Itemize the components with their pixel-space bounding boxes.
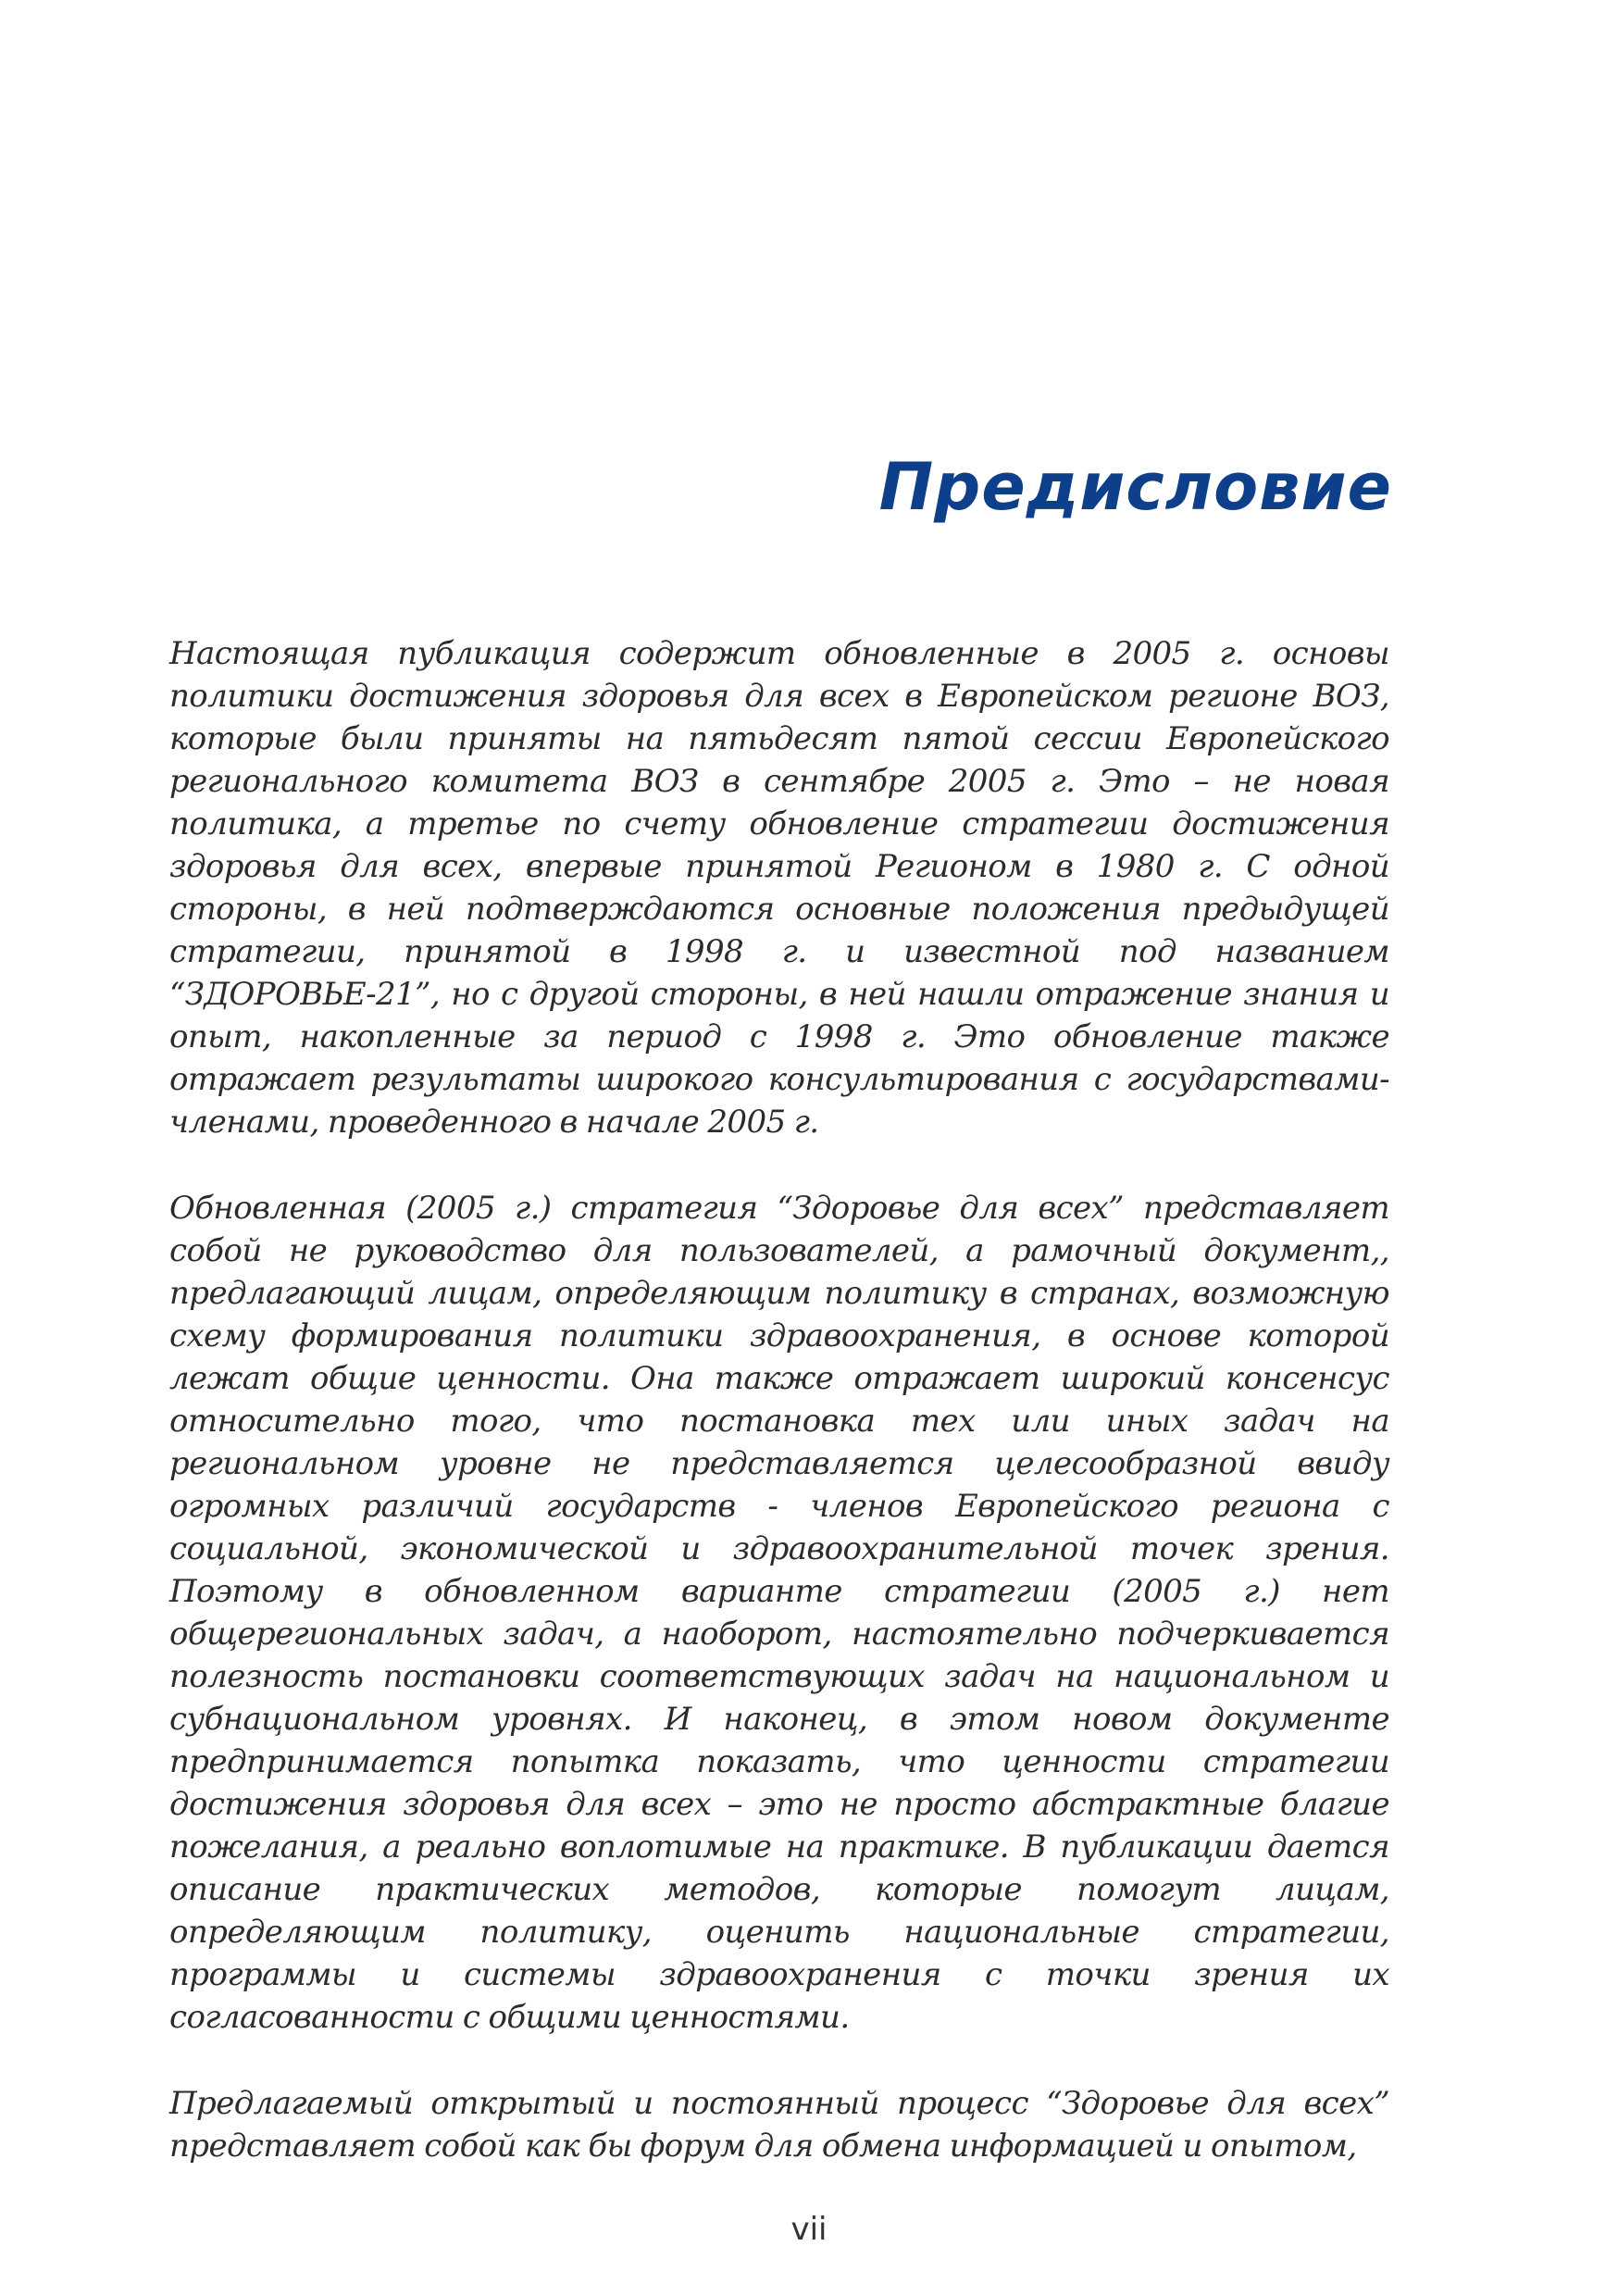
paragraph-3: Предлагаемый открытый и постоянный процесс “Здоровье для всех” представляет собой как бы форум для обмена информацией и опытом, [169, 2085, 1389, 2165]
body-text [169, 632, 1389, 2211]
page-title: Предисловие [878, 449, 1392, 525]
page-number: vii [790, 2211, 828, 2248]
paragraph-1: Настоящая публикация содержит обновленные в 2005 г. основы политики достижения здоровья для всех в Европейском регионе ВОЗ, которые были приняты на пятьдесят пятой сессии Европейского регионального комитета ВОЗ в сентябре 2005 г. Это – не новая политика, а третье по счету обновление стратегии достижения здоровья для всех, впервые принятой Регионом в 1980 г. С одной стороны, в ней подтверждаются основные положения предыдущей стратегии, принятой в 1998 г. и известной под названием “ЗДОРОВЬЕ-21”, но с другой стороны, в ней нашли отражение знания и опыт, накопленные за период с 1998 г. Это обновление также отражает результаты широкого консультирования с государствами-членами, проведенного в начале 2005 г. [169, 635, 1389, 1141]
paragraph-2: Обновленная (2005 г.) стратегия “Здоровье для всех” представляет собой не руководство для пользователей, а рамочный документ,, предлагающий лицам, определяющим политику в странах, возможную схему формирования политики здравоохранения, в основе которой лежат общие ценности. Она также отражает широкий консенсус относительно того, что постановка тех или иных задач на региональном уровне не представляется целесообразной ввиду огромных различий государств - членов Европейского региона с социальной, экономической и здравоохранительной точек зрения. Поэтому в обновленном варианте стратегии (2005 г.) нет общерегиональных задач, а наоборот, настоятельно подчеркивается полезность постановки соответствующих задач на национальном и субнациональном уровнях. И наконец, в этом новом документе предпринимается попытка показать, что ценности стратегии достижения здоровья для всех – это не просто абстрактные благие пожелания, а реально воплотимые на практике. В публикации дается описание практических методов, которые помогут лицам, определяющим политику, оценить национальные стратегии, программы и системы здравоохранения с точки зрения их согласованности с общими ценностями. [169, 1190, 1389, 2036]
